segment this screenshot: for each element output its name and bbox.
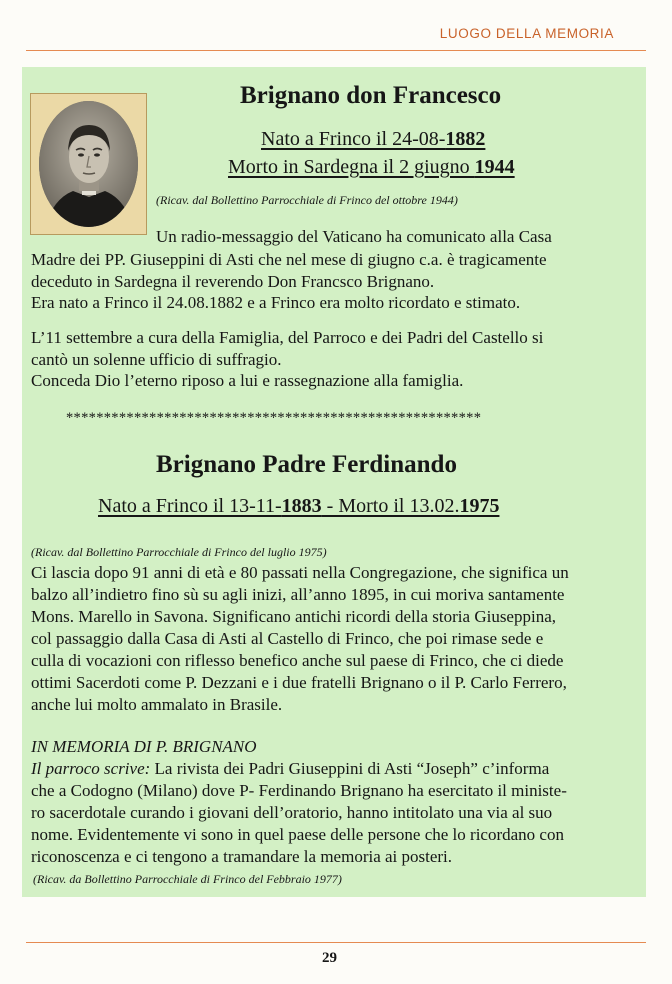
memorial-first-line [31,759,549,779]
text-line: ro sacerdotale curando i giovani dell’oratorio, hanno intitolato una via al suo [31,803,553,822]
page-number: 29 [322,950,337,966]
birth-year: 1882 [445,128,486,150]
section2-source-note: (Ricav. dal Bollettino Parrocchiale di Frinco del luglio 1975) [31,545,327,559]
running-header: LUOGO DELLA MEMORIA [439,26,614,41]
text-line: culla di vocazioni con riflesso benefico anche sul paese di Frinco, che ci diede [31,651,564,670]
section1-title: Brignano don Francesco [240,82,502,109]
text-line: Mons. Marello in Savona. Significano antichi ricordi della storia Giuseppina, [31,607,556,626]
text-line: deceduto in Sardegna il reverendo Don Francsco Brignano. [31,272,435,291]
death-year: 1944 [474,156,515,178]
text-line: cantò un solenne ufficio di suffragio. [31,350,282,369]
section1-death-line [228,156,515,179]
death-text: - Morto il 13.02. [321,495,460,517]
text-line: che a Codogno (Milano) dove P- Ferdinando Brignano ha esercitato il ministe- [31,781,567,800]
section1-birth-line [261,128,485,151]
memorial-first-rest: La rivista dei Padri Giuseppini di Asti “Joseph” c’informa [150,759,550,778]
section2-end-source-note: (Ricav. da Bollettino Parrocchiale di Frinco del Febbraio 1977) [33,872,342,886]
birth-text: Nato a Frinco il 24-08- [261,128,446,150]
text-line: L’11 settembre a cura della Famiglia, del Parroco e dei Padri del Castello si [31,328,544,347]
footer-rule [26,942,646,943]
section2-dates-line [98,495,499,518]
memorial-lead: Il parroco scrive: [31,759,151,778]
text-line: Un radio-messaggio del Vaticano ha comunicato alla Casa [156,227,552,246]
text-line: Ci lascia dopo 91 anni di età e 80 passati nella Congregazione, che significa un [31,563,569,582]
asterisk-separator: ******************************************************* [66,410,482,426]
section2-title: Brignano Padre Ferdinando [156,451,457,478]
section1-source-note: (Ricav. dal Bollettino Parrocchiale di Frinco del ottobre 1944) [156,193,458,207]
text-line: balzo all’indietro fino sù su agli inizi, all’anno 1895, in cui moriva santamente [31,585,565,604]
text-line: Era nato a Frinco il 24.08.1882 e a Frinco era molto ricordato e stimato. [31,293,521,312]
birth-text: Nato a Frinco il 13-11- [98,495,282,517]
text-line: Madre dei PP. Giuseppini di Asti che nel mese di giugno c.a. è tragicamente [31,250,547,269]
text-line: col passaggio dalla Casa di Asti al Castello di Frinco, che poi rimase sede e [31,629,544,648]
death-year: 1975 [459,495,500,517]
priest-portrait-drawing [39,101,138,227]
memorial-heading: IN MEMORIA DI P. BRIGNANO [31,737,257,756]
text-line: nome. Evidentemente vi sono in quel paese delle persone che lo ricordano con [31,825,564,844]
text-line: anche lui molto ammalato in Brasile. [31,695,283,714]
text-line: ottimi Sacerdoti come P. Dezzani e i due fratelli Brignano o il P. Carlo Ferrero, [31,673,567,692]
portrait-oval [39,101,138,227]
portrait-photo [30,93,147,235]
text-line: Conceda Dio l’eterno riposo a lui e rassegnazione alla famiglia. [31,371,464,390]
header-rule [26,50,646,51]
text-line: riconoscenza e ci tengono a tramandare la memoria ai posteri. [31,847,453,866]
birth-year: 1883 [281,495,322,517]
death-text: Morto in Sardegna il 2 giugno [228,156,475,178]
